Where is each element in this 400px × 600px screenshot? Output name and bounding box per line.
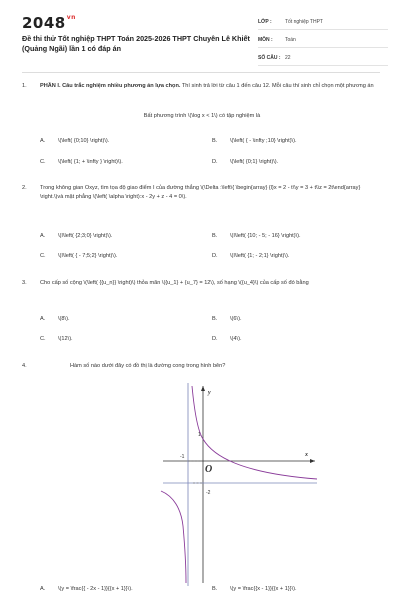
exam-meta: [258, 16, 388, 70]
question-number: 1.: [22, 83, 27, 89]
question-text: Cho cấp số cộng \(\left( {{u_n}} \right)\) thỏa mãn \({u_1} + {u_7} = 12\), số hạng \({u_4}\) của cấp số đó bằng: [40, 280, 309, 286]
option-c[interactable]: C. \(12\).: [40, 336, 73, 342]
tick-y-pos-label: 1: [198, 432, 201, 438]
option-b[interactable]: B. \(6\).: [212, 316, 242, 322]
option-c[interactable]: C. \(\left( {1; + \infty } \right)\).: [40, 159, 123, 165]
question-3: [22, 279, 382, 349]
question-text: Trong không gian Oxyz, tìm tọa độ giao điểm I của đường thẳng \(\Delta :\left\{ \begin{array} {l}x = 2 - t\\y = 3 + t\\z = 2t\end{array} \right.\)và mặt phẳng \(\left( \alpha \right):x - 2y + z - 4 = 0\).: [40, 185, 361, 200]
option-d[interactable]: D. \(\left( {0;1} \right)\).: [212, 159, 279, 165]
question-prompt: Bất phương trình \(\log x < 1\) có tập nghiệm là: [143, 113, 261, 119]
origin-label: O: [205, 464, 213, 475]
question-4: [22, 362, 382, 374]
site-logo[interactable]: $2048^{vn}$: [22, 14, 76, 32]
page-header: [0, 0, 400, 70]
question-text: Hàm số nào dưới đây có đồ thị là đường cong trong hình bên?: [70, 363, 226, 369]
question-number: 2.: [22, 185, 27, 191]
y-axis-label: y: [208, 390, 211, 396]
header-divider: [22, 72, 380, 73]
function-graph: [155, 378, 320, 588]
option-a[interactable]: A. \(I\left( {2;3;0} \right)\).: [40, 233, 113, 239]
option-a[interactable]: A. \(y = \frac{{ - 2x - 1}}{{x + 1}}\).: [40, 586, 133, 592]
question-2: [22, 184, 382, 264]
option-b[interactable]: B. \(y = \frac{{x - 1}}{{x + 1}}\).: [212, 586, 297, 592]
x-axis-label: x: [305, 452, 308, 458]
meta-row-class: LỚP : Tốt nghiệp THPT: [258, 16, 388, 30]
question-text: PHẦN I. Câu trắc nghiệm nhiều phương án lựa chọn. Thí sinh trả lời từ câu 1 đến câu 12. Mỗi câu thí sinh chỉ chọn một phương án: [40, 83, 374, 89]
tick-x-label: -1: [180, 454, 185, 460]
tick-y-neg-label: -2: [206, 490, 211, 496]
option-a[interactable]: A. \(8\).: [40, 316, 70, 322]
curve-left-branch: [161, 491, 186, 583]
exam-title: Đề thi thử Tốt nghiệp THPT Toán 2025-2026 THPT Chuyên Lê Khiết (Quảng Ngãi) lần 1 có đáp án: [22, 34, 250, 53]
y-axis-arrow-icon: [201, 386, 205, 391]
x-axis-arrow-icon: [310, 459, 315, 463]
question-number: 4.: [22, 363, 27, 369]
option-d[interactable]: D. \(I\left( {1; - 2;1} \right)\).: [212, 253, 290, 259]
option-a[interactable]: A. \(\left( {0;10} \right)\).: [40, 138, 110, 144]
question-1: [22, 82, 382, 167]
meta-row-count: SỐ CÂU : 22: [258, 52, 388, 66]
meta-row-subject: MÔN : Toán: [258, 34, 388, 48]
option-c[interactable]: C. \(I\left( { - 7;5;2} \right)\).: [40, 253, 118, 259]
option-d[interactable]: D. \(4\).: [212, 336, 242, 342]
option-b[interactable]: B. \(\left( { - \infty ;10} \right)\).: [212, 138, 297, 144]
question-number: 3.: [22, 280, 27, 286]
option-b[interactable]: B. \(I\left( {10; - 5; - 16} \right)\).: [212, 233, 301, 239]
